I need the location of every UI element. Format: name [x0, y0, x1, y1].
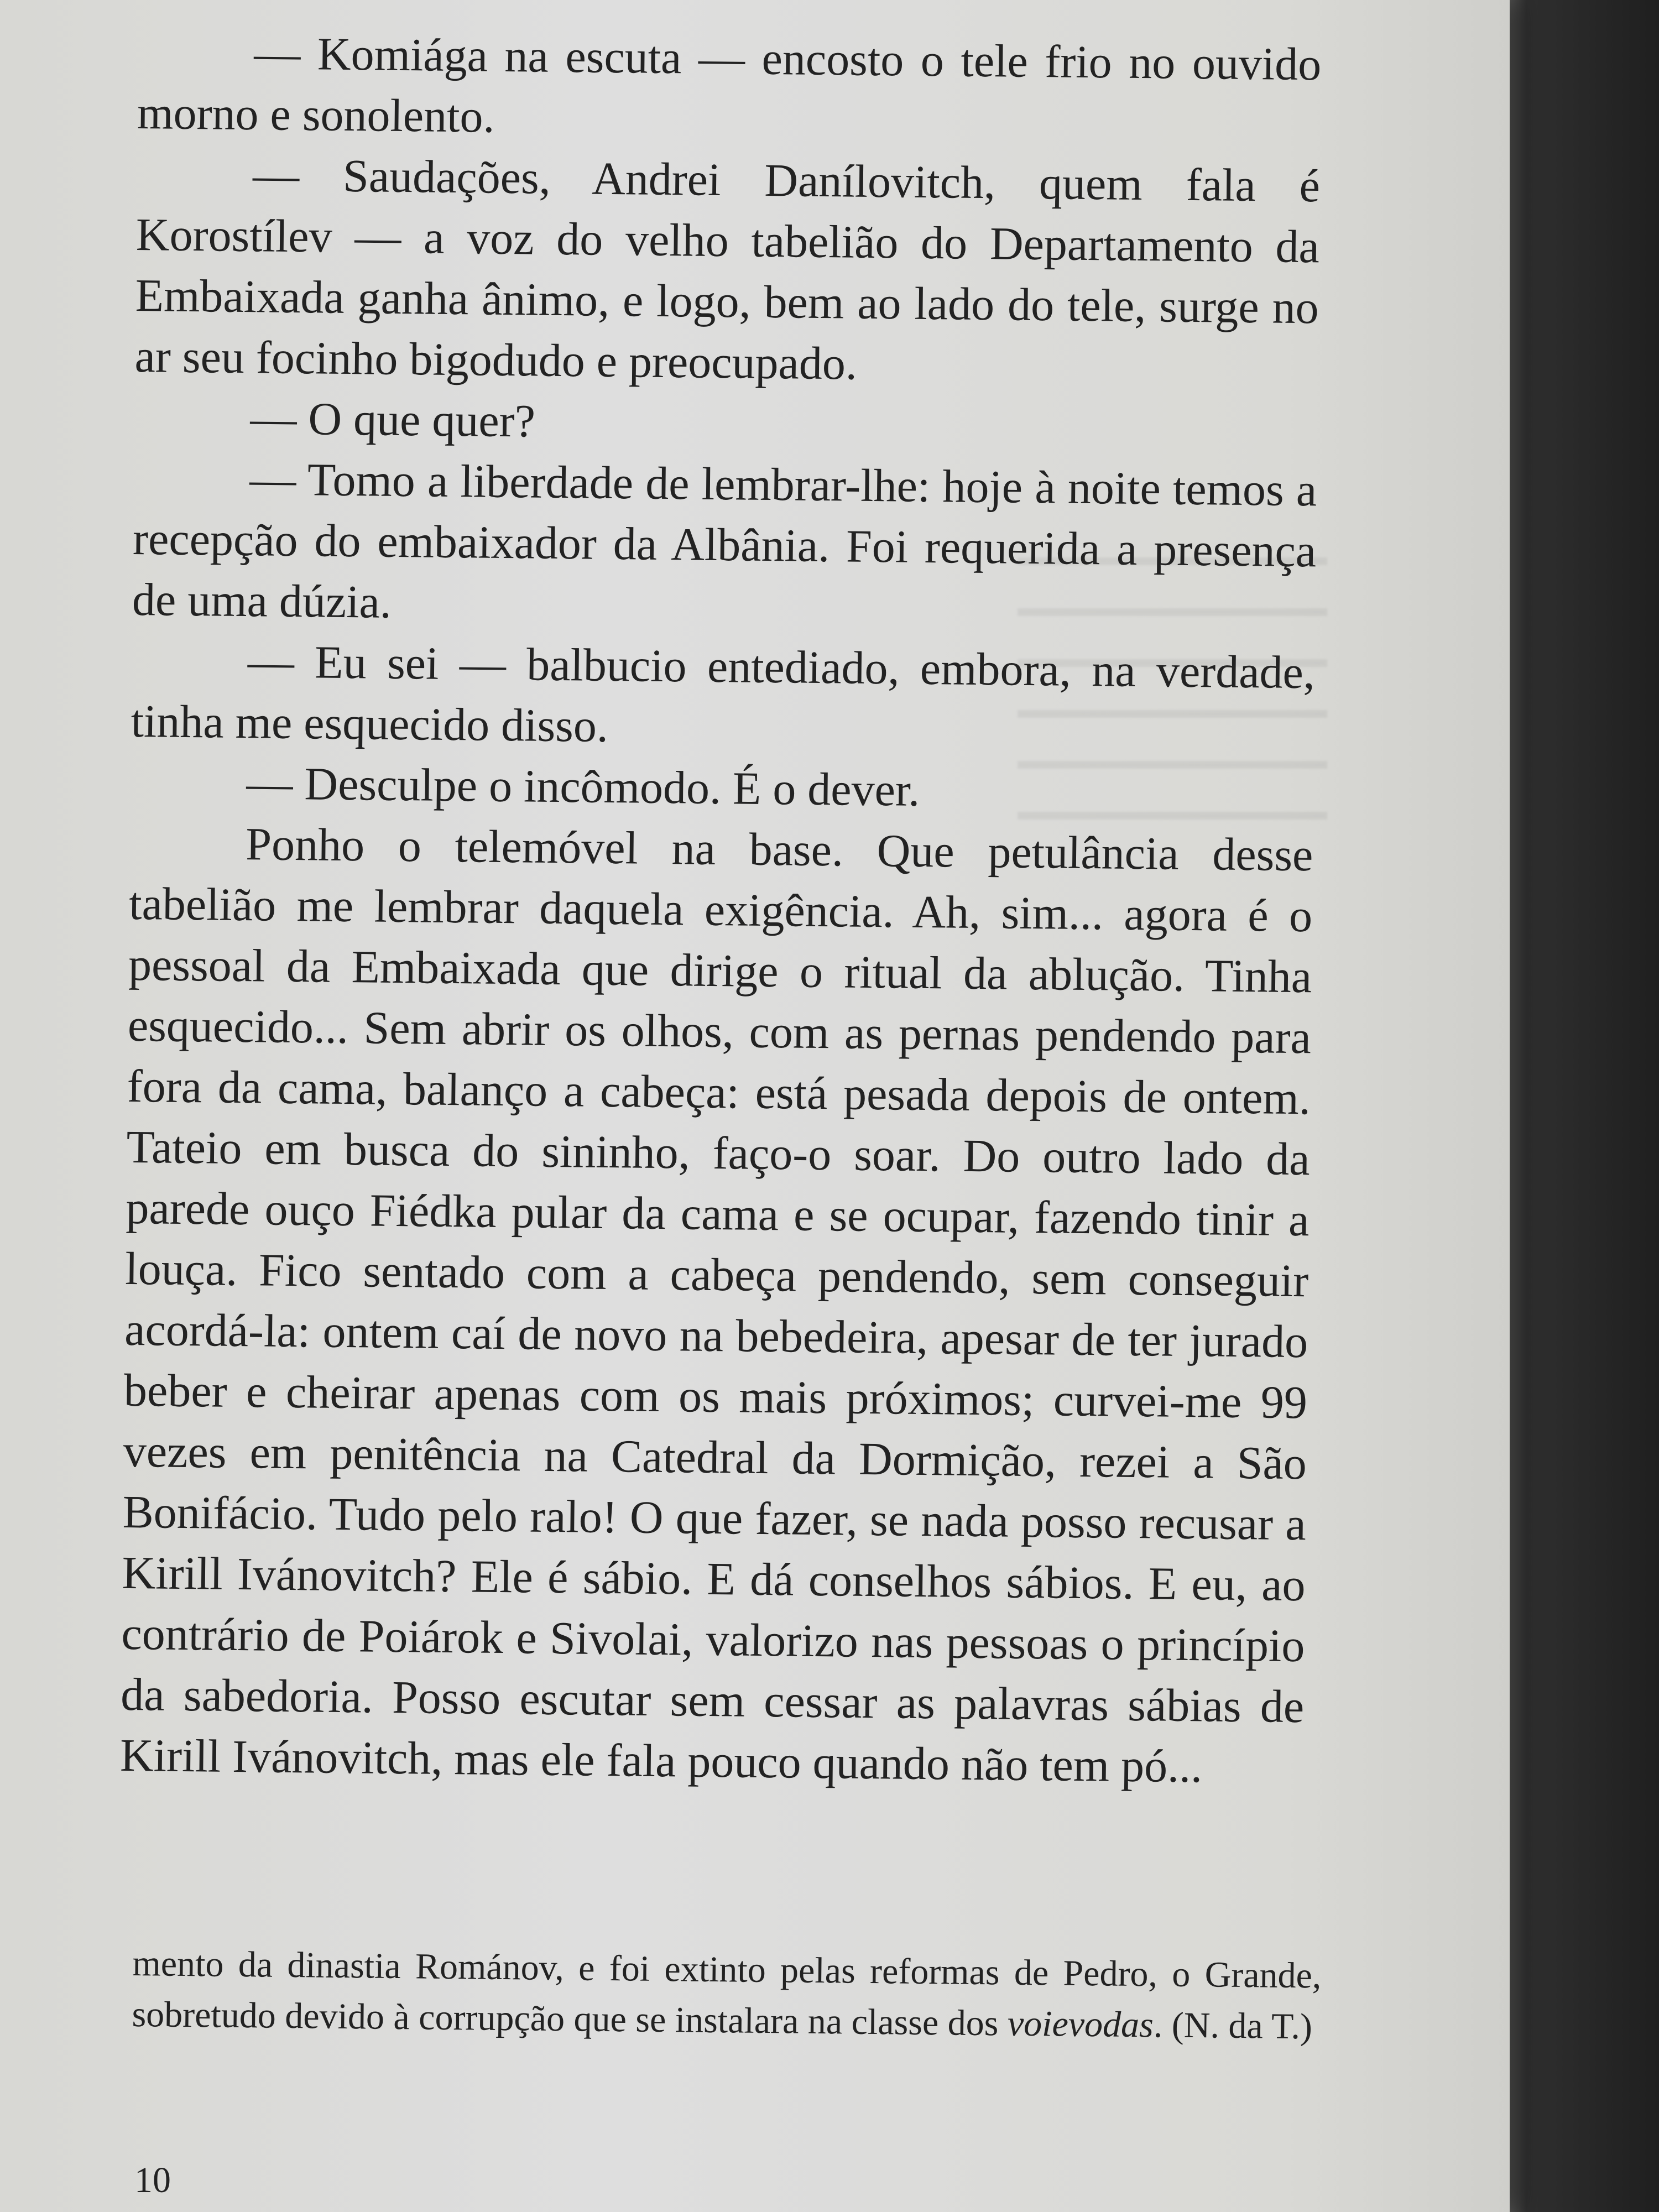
paragraph-4: — Tomo a liberdade de lembrar-lhe: hoje à noite temos a recepção do embaixador da Albânia. Foi requerida a presença de uma dúzia.: [132, 453, 1317, 628]
footnote-italic: voievodas: [1007, 2003, 1154, 2046]
paragraph-3: — O que quer?: [250, 393, 536, 447]
paragraph-5: — Eu sei — balbucio entediado, embora, na verdade, tinha me esquecido disso.: [131, 636, 1316, 752]
footnote-tail: . (N. da T.): [1153, 2005, 1313, 2047]
footnote: [132, 1938, 1322, 2053]
paragraph-7: Ponho o telemóvel na base. Que petulância desse tabelião me lembrar daquela exigência. Ah, sim... agora é o pessoal da Embaixada que dirige o ritual da ablução. Tinha esquecido... Sem abrir os olhos, com as pernas pendendo para fora da cama, balanço a cabeça: está pesada depois de ontem. Tateio em busca do sininho, faço-o soar. Do outro lado da parede ouço Fiédka pular da cama e se ocupar, fazendo tinir a louça. Fico sentado com a cabeça pendendo, sem conseguir acordá-la: ontem caí de novo na bebedeira, apesar de ter jurado beber e cheirar apenas com os mais próximos; curvei-me 99 vezes em penitência na Catedral da Dormição, rezei a São Bonifácio. Tudo pelo ralo! O que fazer, se nada posso recusar a Kirill Ivánovitch? Ele é sábio. E dá conselhos sábios. E eu, ao contrário de Poiárok e Sivolai, valorizo nas pessoas o princípio da sabedoria. Posso escutar sem cessar as palavras sábias de Kirill Ivánovitch, mas ele fala pouco quando não tem pó...: [119, 818, 1313, 1793]
body-text: [120, 22, 1322, 1798]
paragraph-1: — Komiága na escuta — encosto o tele frio no ouvido morno e sonolento.: [137, 28, 1322, 143]
paragraph-6: — Desculpe o incômodo. É o dever.: [246, 758, 920, 816]
page-number: 10: [134, 2160, 171, 2200]
footnote-text: mento da dinastia Románov, e foi extinto pelas reformas de Pedro, o Grande, sobretudo devido à corrupção que se instalara na classe dos: [132, 1943, 1322, 2044]
paragraph-2: — Saudações, Andrei Danílovitch, quem fala é Korostílev — a voz do velho tabelião do Departamento da Embaixada ganha ânimo, e logo, bem ao lado do tele, surge no ar seu focinho bigodudo e preocupado.: [134, 149, 1321, 390]
